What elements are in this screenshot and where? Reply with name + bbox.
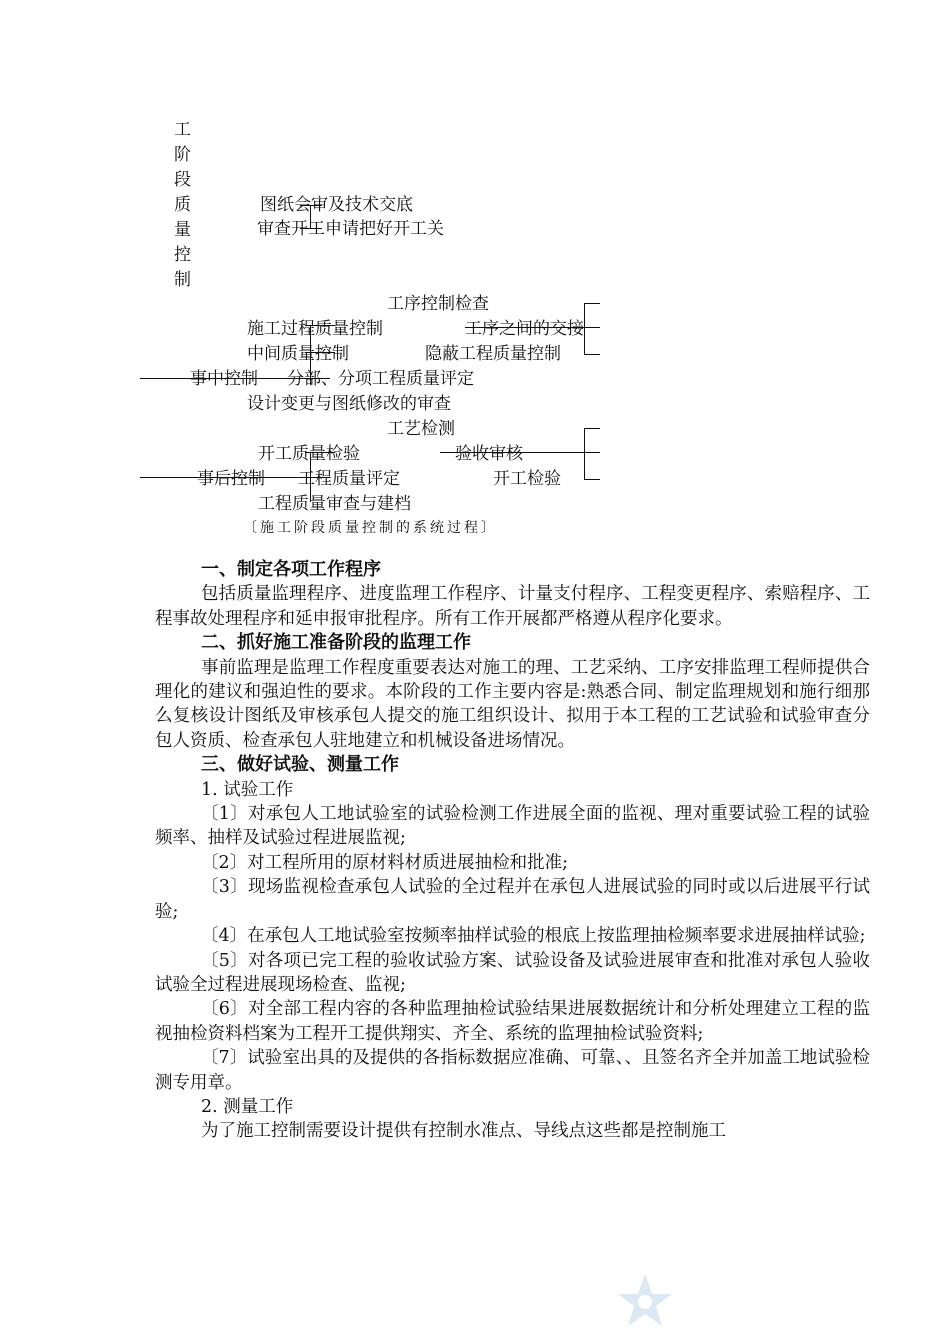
section-heading-1: 一、制定各项工作程序 — [201, 559, 381, 580]
list-item: 〔5〕对各项已完工程的验收试验方案、试验设备及试验进展审查和批准对承包人验收试验全过程进展现场检查、监视; — [155, 950, 870, 995]
node-intermediate: 中间质量控制 — [247, 344, 349, 364]
list-item: 〔7〕试验室出具的及提供的各指标数据应准确、可靠、、且签名齐全并加盖工地试验检测专用章。 — [155, 1048, 870, 1093]
node-design-change: 设计变更与图纸修改的审查 — [247, 394, 451, 414]
node-hidden-works: 隐蔽工程质量控制 — [425, 344, 561, 364]
list-item: 〔2〕对工程所用的原材料材质进展抽检和批准; — [201, 852, 569, 873]
title-char: 阶 — [174, 145, 191, 165]
node-construction-quality: 施工过程质量控制 — [247, 319, 383, 339]
list-item: 〔3〕现场监视检查承包人试验的全过程并在承包人进展试验的同时或以后进展平行试验; — [155, 877, 870, 922]
title-char: 控 — [174, 245, 191, 265]
document-body — [155, 558, 870, 1144]
title-char: 段 — [174, 170, 191, 190]
node-archive: 工程质量审查与建档 — [258, 494, 411, 514]
node-drawing-review: 图纸会审及技术交底 — [260, 195, 413, 215]
node-project-eval: 工程质量评定 — [298, 469, 400, 489]
list-item: 〔1〕对承包人工地试验室的试验检测工作进展全面的监视、理对重要试验工程的试验频率、抽样及试验过程进展监视; — [155, 804, 870, 849]
section-heading-2: 二、抓好施工准备阶段的监理工作 — [201, 632, 471, 654]
node-acceptance-review: 验收审核 — [455, 444, 523, 464]
node-post-control: 事后控制 — [197, 469, 265, 489]
title-char: 量 — [174, 220, 191, 240]
bracket-line — [584, 354, 600, 355]
bracket-line — [584, 303, 585, 355]
node-process-test: 工艺检测 — [387, 419, 455, 439]
bracket-line — [584, 479, 600, 480]
node-itemized-eval: 分部、分项工程质量评定 — [287, 369, 474, 389]
section-paragraph-2: 事前监理是监理工作程度重要表达对施工的理、工艺采纳、工序安排监理工程师提供合理化的建议和强迫性的要求。本阶段的工作主要内容是:熟悉合同、制定监理规划和施行细那么复核设计图纸及审核承包人提交的施工组织设计、拟用于本工程的工艺试验和试验审查分包人资质、检查承包人驻地建立和机械设备进场情况。 — [155, 657, 870, 751]
title-char: 制 — [174, 270, 191, 290]
list-item: 〔6〕对全部工程内容的各种监理抽检试验结果进展数据统计和分析处理建立工程的监视抽检资料档案为工程开工提供翔实、齐全、系统的监理抽检试验资料; — [155, 999, 870, 1044]
node-handover: 工序之间的交接 — [465, 319, 584, 339]
title-char: 质 — [174, 195, 191, 215]
subheading-test-work: 1. 试验工作 — [201, 779, 294, 800]
node-in-process-control: 事中控制 — [190, 369, 258, 389]
bracket-line — [584, 428, 585, 480]
bracket-line — [584, 428, 600, 429]
diagram-caption: 〔施工阶段质量控制的系统过程〕 — [243, 520, 498, 536]
subheading-survey-work: 2. 测量工作 — [201, 1096, 294, 1117]
node-process-check: 工序控制检查 — [387, 294, 489, 314]
node-start-inspection: 开工质量检验 — [258, 444, 360, 464]
list-item: 〔4〕在承包人工地试验室按频率抽样试验的根底上按监理抽检频率要求进展抽样试验; — [201, 926, 866, 947]
node-start-application: 审查开工申请把好开工关 — [257, 219, 444, 239]
section-paragraph-last: 为了施工控制需要设计提供有控制水准点、导线点这些都是控制施工 — [201, 1121, 726, 1142]
section-paragraph-1: 包括质量监理程序、进度监理工作程序、计量支付程序、工程变更程序、索赔程序、工程事故处理程序和延申报审批程序。所有工作开展都严格遵从程序化要求。 — [155, 584, 870, 629]
node-start-check: 开工检验 — [493, 469, 561, 489]
section-heading-3: 三、做好试验、测量工作 — [201, 754, 399, 776]
title-char: 工 — [174, 120, 191, 140]
watermark-logo — [600, 1270, 690, 1344]
bracket-line — [584, 303, 600, 304]
